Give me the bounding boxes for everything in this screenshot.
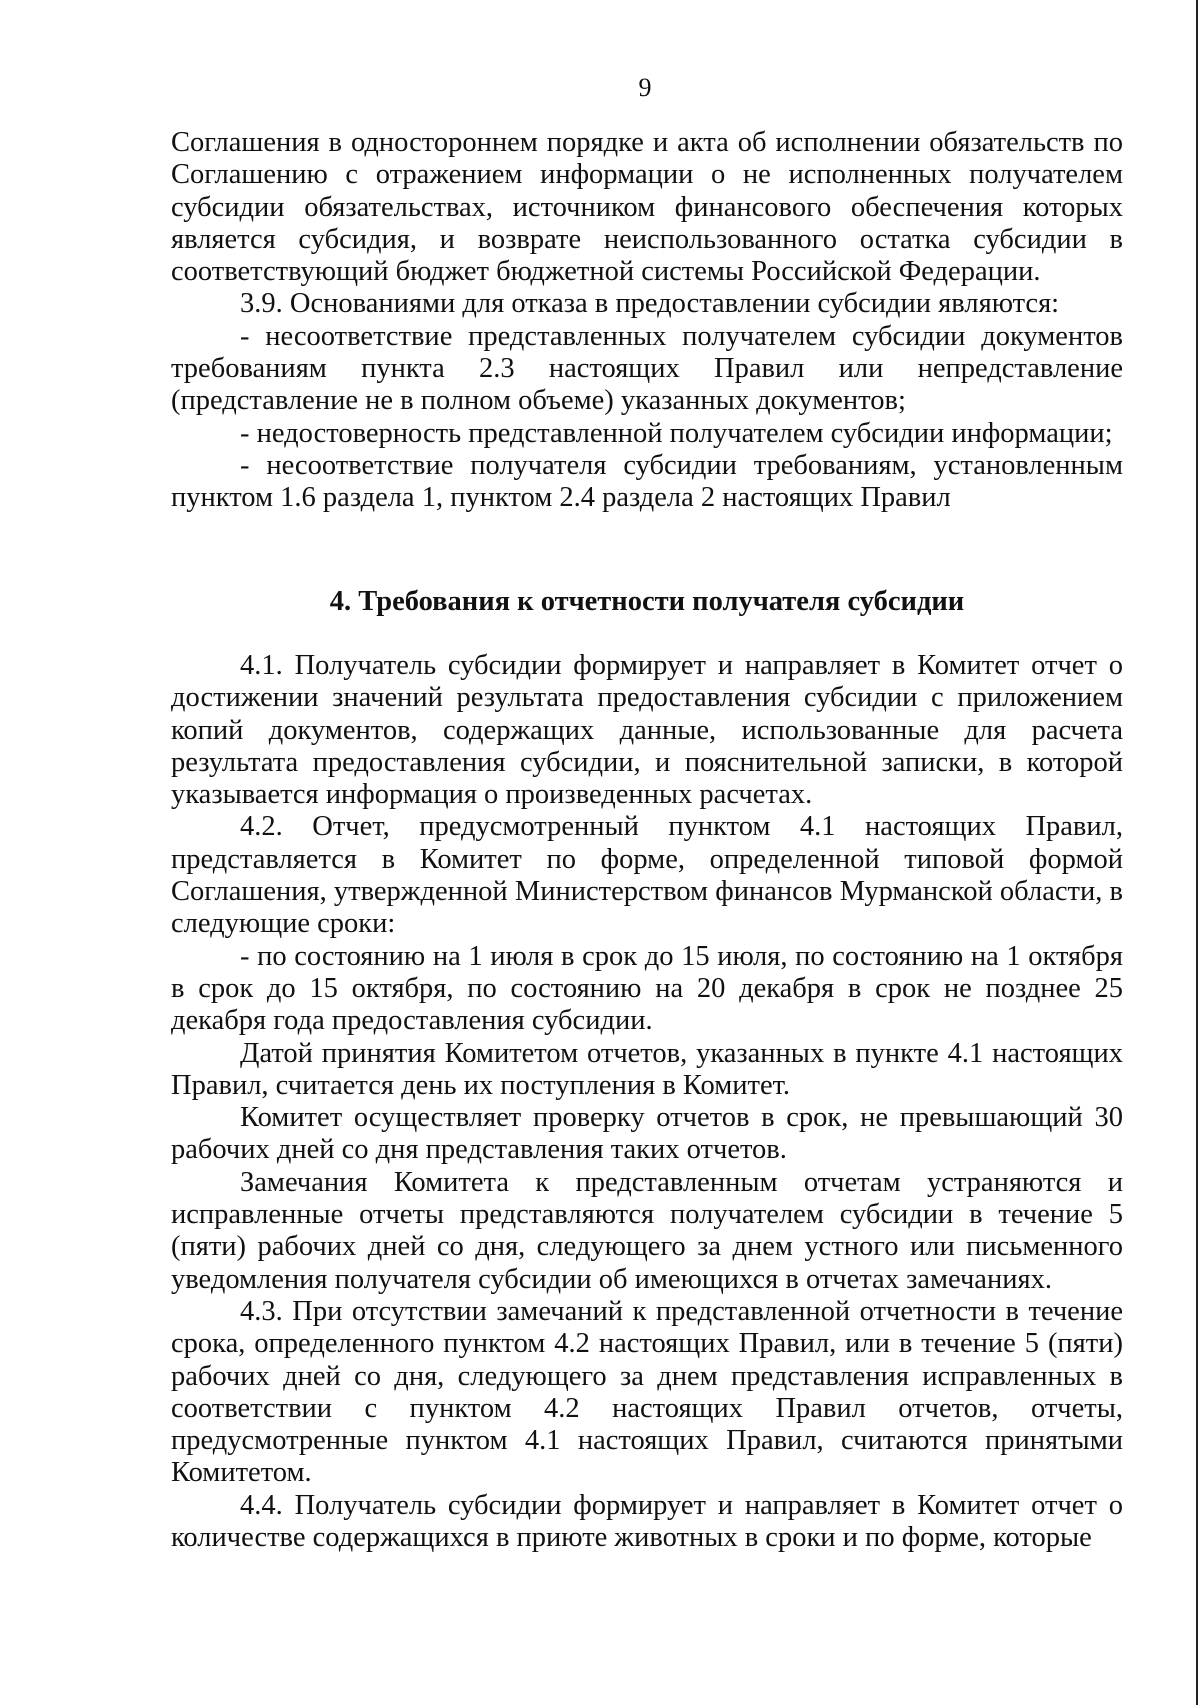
paragraph-4-4: 4.4. Получатель субсидии формирует и направляет в Комитет отчет о количестве содержащихся в приюте животных в сроки и по форме, которые (171, 1489, 1123, 1554)
paragraph-review-period: Комитет осуществляет проверку отчетов в срок, не превышающий 30 рабочих дней со дня представления таких отчетов. (171, 1102, 1123, 1166)
list-item-information: - недостоверность представленной получателем субсидии информации; (240, 417, 1113, 449)
paragraph-acceptance-date: Датой принятия Комитетом отчетов, указанных в пункте 4.1 настоящих Правил, считается день их поступления в Комитет. (171, 1037, 1123, 1101)
paragraph-4-3: 4.3. При отсутствии замечаний к представленной отчетности в течение срока, определенного пунктом 4.2 настоящих Правил, или в течение 5 (пяти) рабочих дней со дня, следующего за днем представления исправленных в соответствии с пунктом 4.2 настоящих Правил отчетов, отчеты, предусмотренные пунктом 4.1 настоящих Правил, считаются принятыми Комитетом. (171, 1295, 1123, 1489)
paragraph-4-2: 4.2. Отчет, предусмотренный пунктом 4.1 настоящих Правил, представляется в Комитет по форме, определенной типовой формой Соглашения, утвержденной Министерством финансов Мурманской области, в следующие сроки: (171, 811, 1123, 940)
page-number: 9 (638, 73, 652, 102)
section-4-body (171, 650, 1123, 1554)
scan-edge-line (1196, 0, 1198, 1705)
list-item-deadlines: - по состоянию на 1 июля в срок до 15 июля, по состоянию на 1 октября в срок до 15 октября, по состоянию на 20 декабря в срок не позднее 25 декабря года предоставления субсидии. (171, 940, 1123, 1037)
paragraph-3-9: 3.9. Основаниями для отказа в предоставлении субсидии являются: (240, 288, 1060, 320)
paragraph-4-1: 4.1. Получатель субсидии формирует и направляет в Комитет отчет о достижении значений результата предоставления субсидии с приложением копий документов, содержащих данные, использованные для расчета результата предоставления субсидии, и пояснительной записки, в которой указывается информация о произведенных расчетах. (171, 650, 1123, 811)
list-item-requirements: - несоответствие получателя субсидии требованиям, установленным пунктом 1.6 раздела 1, пунктом 2.4 раздела 2 настоящих Правил (171, 449, 1123, 514)
paragraph-remarks: Замечания Комитета к представленным отчетам устраняются и исправленные отчеты представляются получателем субсидии в течение 5 (пяти) рабочих дней со дня, следующего за днем устного или письменного уведомления получателя субсидии об имеющихся в отчетах замечаниях. (171, 1166, 1123, 1295)
section-3-continuation (171, 127, 1123, 515)
paragraph-agreement-continuation: Соглашения в одностороннем порядке и акта об исполнении обязательств по Соглашению с отражением информации о не исполненных получателем субсидии обязательствах, источником финансового обеспечения которых является субсидия, и возврате неиспользованного остатка субсидии в соответствующий бюджет бюджетной системы Российской Федерации. (171, 127, 1123, 288)
list-item-documents: - несоответствие представленных получателем субсидии документов требованиям пункта 2.3 настоящих Правил или непредставление (представление не в полном объеме) указанных документов; (171, 320, 1123, 417)
section-4-heading: 4. Требования к отчетности получателя субсидии (329, 586, 965, 617)
